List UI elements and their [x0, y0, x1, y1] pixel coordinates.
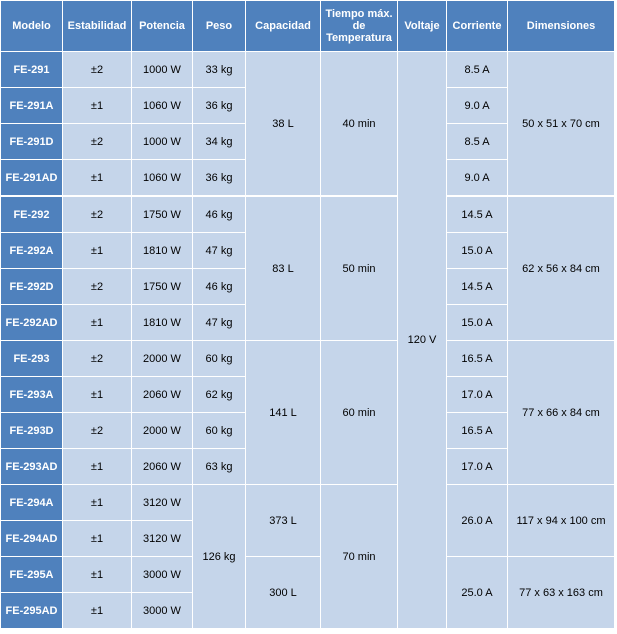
power-cell: 3000 W	[132, 593, 193, 629]
current-cell: 17.0 A	[447, 449, 508, 485]
stability-cell: ±1	[63, 449, 132, 485]
model-cell: FE-293	[1, 341, 63, 377]
dimensions-cell: 50 x 51 x 70 cm	[508, 52, 615, 197]
max-time-cell: 40 min	[321, 52, 398, 197]
capacity-cell: 83 L	[246, 196, 321, 341]
power-cell: 2000 W	[132, 341, 193, 377]
model-cell: FE-292D	[1, 269, 63, 305]
stability-cell: ±1	[63, 305, 132, 341]
weight-cell: 34 kg	[193, 124, 246, 160]
power-cell: 1810 W	[132, 233, 193, 269]
stability-cell: ±1	[63, 160, 132, 197]
current-cell: 15.0 A	[447, 233, 508, 269]
stability-cell: ±1	[63, 377, 132, 413]
header-row	[1, 1, 615, 52]
header-corriente: Corriente	[447, 1, 508, 52]
model-cell: FE-294A	[1, 485, 63, 521]
current-cell: 16.5 A	[447, 341, 508, 377]
stability-cell: ±1	[63, 88, 132, 124]
power-cell: 2060 W	[132, 377, 193, 413]
model-cell: FE-293AD	[1, 449, 63, 485]
power-cell: 1000 W	[132, 124, 193, 160]
weight-cell: 47 kg	[193, 233, 246, 269]
power-cell: 1060 W	[132, 88, 193, 124]
power-cell: 1000 W	[132, 52, 193, 88]
model-cell: FE-291A	[1, 88, 63, 124]
stability-cell: ±1	[63, 233, 132, 269]
weight-cell: 60 kg	[193, 341, 246, 377]
current-cell: 26.0 A	[447, 485, 508, 557]
weight-cell: 36 kg	[193, 88, 246, 124]
weight-cell: 126 kg	[193, 485, 246, 629]
table-row	[1, 52, 615, 88]
header-potencia: Potencia	[132, 1, 193, 52]
power-cell: 3120 W	[132, 485, 193, 521]
weight-cell: 46 kg	[193, 196, 246, 233]
dimensions-cell: 117 x 94 x 100 cm	[508, 485, 615, 557]
stability-cell: ±1	[63, 485, 132, 521]
current-cell: 16.5 A	[447, 413, 508, 449]
stability-cell: ±2	[63, 413, 132, 449]
power-cell: 1060 W	[132, 160, 193, 197]
power-cell: 3000 W	[132, 557, 193, 593]
header-tiempo: Tiempo máx. de Temperatura	[321, 1, 398, 52]
power-cell: 1750 W	[132, 269, 193, 305]
stability-cell: ±2	[63, 52, 132, 88]
model-cell: FE-291D	[1, 124, 63, 160]
table-row	[1, 341, 615, 377]
stability-cell: ±2	[63, 269, 132, 305]
weight-cell: 33 kg	[193, 52, 246, 88]
power-cell: 1810 W	[132, 305, 193, 341]
model-cell: FE-295A	[1, 557, 63, 593]
current-cell: 8.5 A	[447, 52, 508, 88]
dimensions-cell: 77 x 66 x 84 cm	[508, 341, 615, 485]
model-cell: FE-293A	[1, 377, 63, 413]
stability-cell: ±1	[63, 521, 132, 557]
header-peso: Peso	[193, 1, 246, 52]
current-cell: 9.0 A	[447, 160, 508, 197]
max-time-cell: 70 min	[321, 485, 398, 629]
dimensions-cell: 62 x 56 x 84 cm	[508, 196, 615, 341]
power-cell: 3120 W	[132, 521, 193, 557]
stability-cell: ±2	[63, 341, 132, 377]
power-cell: 1750 W	[132, 196, 193, 233]
model-cell: FE-294AD	[1, 521, 63, 557]
model-cell: FE-291	[1, 52, 63, 88]
power-cell: 2000 W	[132, 413, 193, 449]
capacity-cell: 373 L	[246, 485, 321, 557]
voltage-cell: 120 V	[398, 52, 447, 629]
current-cell: 14.5 A	[447, 196, 508, 233]
header-dimensiones: Dimensiones	[508, 1, 615, 52]
model-cell: FE-292	[1, 196, 63, 233]
weight-cell: 62 kg	[193, 377, 246, 413]
power-cell: 2060 W	[132, 449, 193, 485]
weight-cell: 46 kg	[193, 269, 246, 305]
current-cell: 14.5 A	[447, 269, 508, 305]
header-estabilidad: Estabilidad	[63, 1, 132, 52]
current-cell: 15.0 A	[447, 305, 508, 341]
table-row	[1, 485, 615, 521]
current-cell: 8.5 A	[447, 124, 508, 160]
weight-cell: 36 kg	[193, 160, 246, 197]
weight-cell: 63 kg	[193, 449, 246, 485]
header-capacidad: Capacidad	[246, 1, 321, 52]
model-cell: FE-291AD	[1, 160, 63, 197]
max-time-cell: 50 min	[321, 196, 398, 341]
weight-cell: 60 kg	[193, 413, 246, 449]
model-cell: FE-295AD	[1, 593, 63, 629]
stability-cell: ±1	[63, 557, 132, 593]
table-row	[1, 557, 615, 593]
current-cell: 9.0 A	[447, 88, 508, 124]
stability-cell: ±1	[63, 593, 132, 629]
model-cell: FE-293D	[1, 413, 63, 449]
current-cell: 17.0 A	[447, 377, 508, 413]
capacity-cell: 38 L	[246, 52, 321, 197]
header-voltaje: Voltaje	[398, 1, 447, 52]
capacity-cell: 141 L	[246, 341, 321, 485]
header-modelo: Modelo	[1, 1, 63, 52]
max-time-cell: 60 min	[321, 341, 398, 485]
current-cell: 25.0 A	[447, 557, 508, 629]
model-cell: FE-292AD	[1, 305, 63, 341]
stability-cell: ±2	[63, 196, 132, 233]
capacity-cell: 300 L	[246, 557, 321, 629]
stability-cell: ±2	[63, 124, 132, 160]
table-row	[1, 196, 615, 233]
dimensions-cell: 77 x 63 x 163 cm	[508, 557, 615, 629]
weight-cell: 47 kg	[193, 305, 246, 341]
model-cell: FE-292A	[1, 233, 63, 269]
